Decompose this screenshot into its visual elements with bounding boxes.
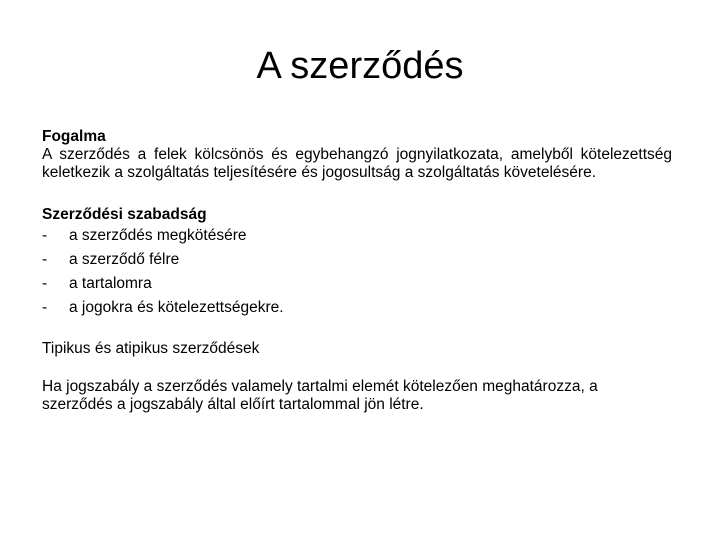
- bullet-dash: -: [42, 275, 48, 292]
- definition-text: A szerződés a felek kölcsönös és egybehangzó jognyilatkozata, amelyből kötelezettség keletkezik a szolgáltatás teljesítésére és jogosultság a szolgáltatás követelésére.: [42, 146, 672, 181]
- list-item-text: a tartalomra: [69, 275, 152, 292]
- bullet-dash: -: [42, 227, 48, 244]
- freedom-list: [42, 224, 672, 320]
- definition-section: [42, 128, 672, 182]
- freedom-heading: Szerződési szabadság: [42, 206, 207, 223]
- list-item: [42, 248, 672, 272]
- list-item-text: a szerződő félre: [69, 251, 180, 268]
- types-line: Tipikus és atipikus szerződések: [42, 340, 260, 357]
- definition-heading: Fogalma: [42, 128, 106, 145]
- list-item: [42, 296, 672, 320]
- bullet-dash: -: [42, 251, 48, 268]
- bullet-dash: -: [42, 299, 48, 316]
- list-item-text: a szerződés megkötésére: [69, 227, 247, 244]
- slide-body: [42, 128, 672, 414]
- list-item-text: a jogokra és kötelezettségekre.: [69, 299, 284, 316]
- list-item: [42, 272, 672, 296]
- list-item: [42, 224, 672, 248]
- slide-title: A szerződés: [256, 45, 464, 87]
- freedom-section: [42, 206, 672, 320]
- statutory-content-text: Ha jogszabály a szerződés valamely tartalmi elemét kötelezően meghatározza, a szerződés a jogszabály által előírt tartalommal jön létre.: [42, 378, 598, 413]
